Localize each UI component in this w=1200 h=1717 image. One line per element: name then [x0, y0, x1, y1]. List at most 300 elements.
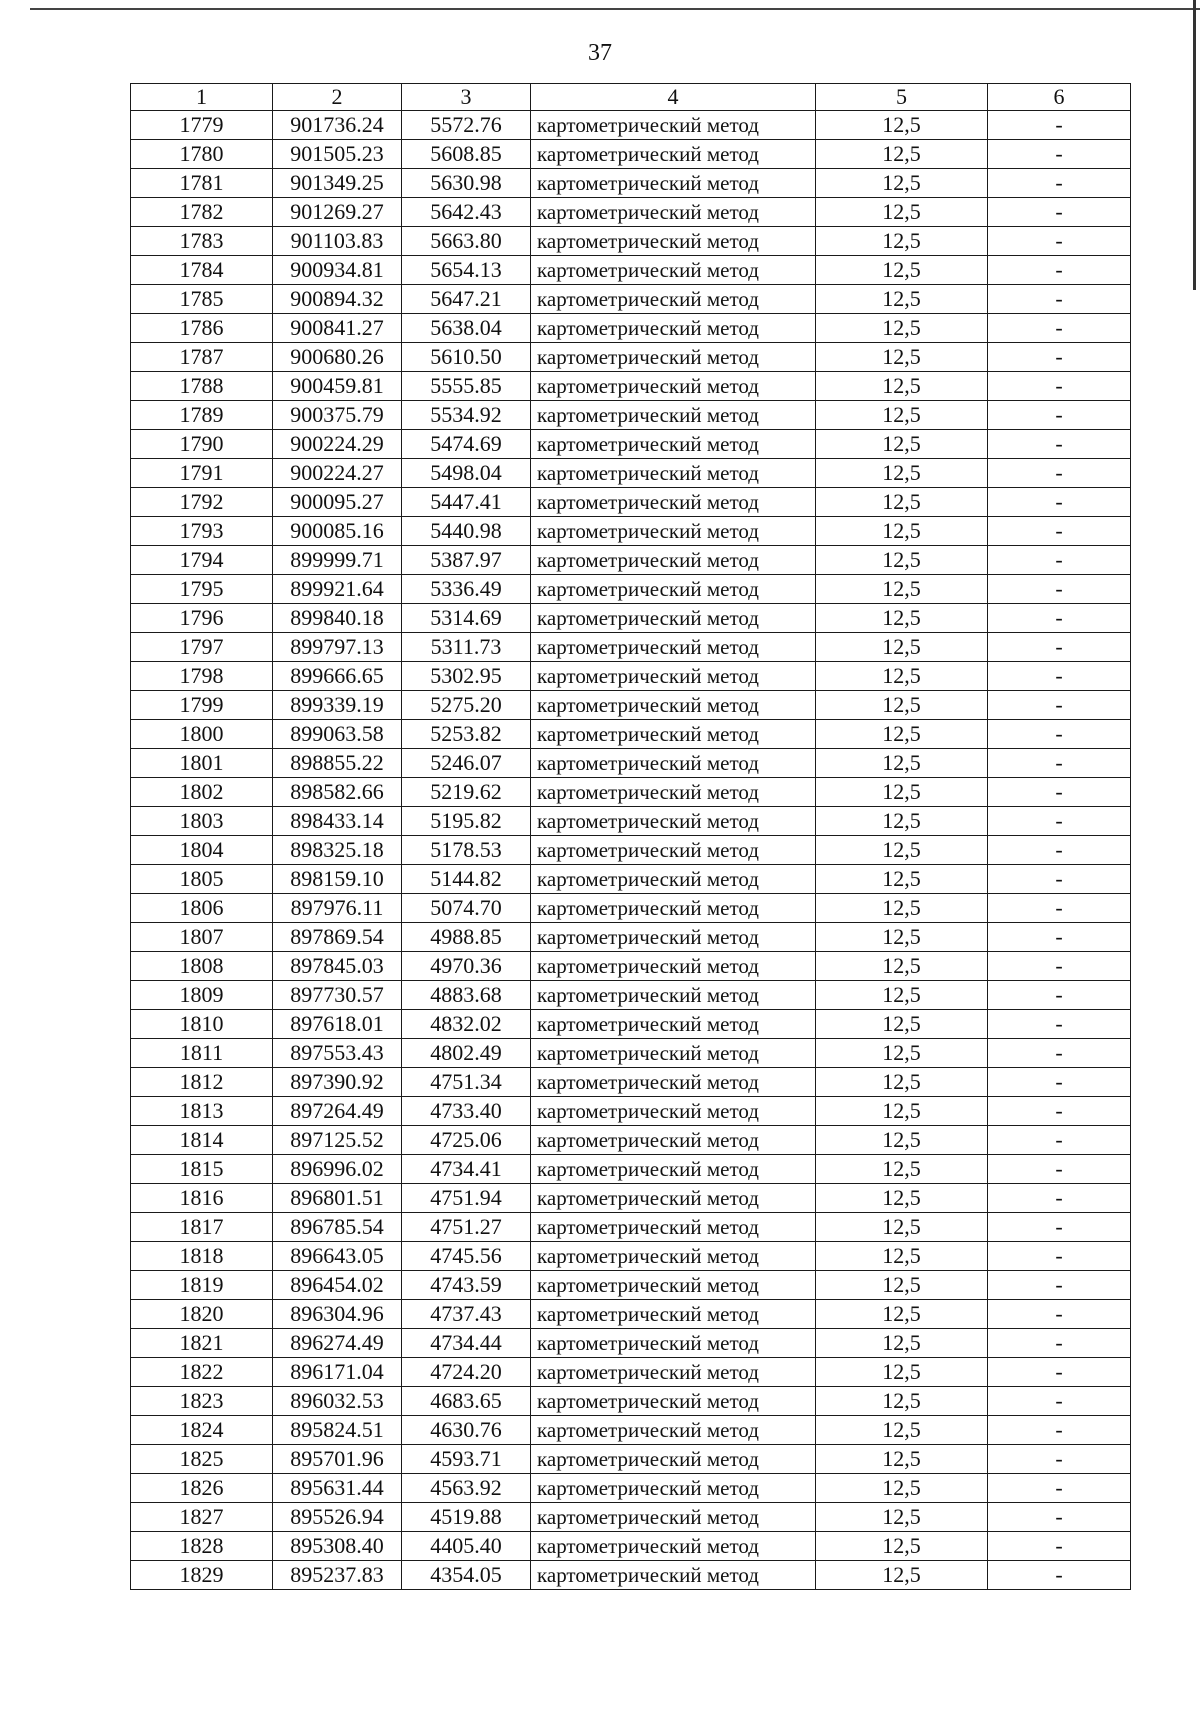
method-cell: картометрический метод: [531, 1474, 816, 1503]
note-cell: -: [988, 1010, 1131, 1039]
y-coordinate-cell: 4883.68: [402, 981, 531, 1010]
x-coordinate-cell: 897125.52: [273, 1126, 402, 1155]
x-coordinate-cell: 896304.96: [273, 1300, 402, 1329]
note-cell: -: [988, 111, 1131, 140]
table-row: [131, 633, 1131, 662]
x-coordinate-cell: 900375.79: [273, 401, 402, 430]
method-cell: картометрический метод: [531, 952, 816, 981]
x-coordinate-cell: 896996.02: [273, 1155, 402, 1184]
x-coordinate-cell: 896274.49: [273, 1329, 402, 1358]
accuracy-cell: 12,5: [816, 1561, 988, 1590]
table-header-row: [131, 84, 1131, 111]
y-coordinate-cell: 5534.92: [402, 401, 531, 430]
y-coordinate-cell: 5302.95: [402, 662, 531, 691]
method-cell: картометрический метод: [531, 1271, 816, 1300]
accuracy-cell: 12,5: [816, 633, 988, 662]
y-coordinate-cell: 4751.34: [402, 1068, 531, 1097]
y-coordinate-cell: 5647.21: [402, 285, 531, 314]
table-row: [131, 662, 1131, 691]
table-row: [131, 372, 1131, 401]
note-cell: -: [988, 1416, 1131, 1445]
y-coordinate-cell: 4519.88: [402, 1503, 531, 1532]
accuracy-cell: 12,5: [816, 894, 988, 923]
x-coordinate-cell: 895824.51: [273, 1416, 402, 1445]
point-number-cell: 1784: [131, 256, 273, 285]
method-cell: картометрический метод: [531, 691, 816, 720]
table-row: [131, 778, 1131, 807]
table-row: [131, 343, 1131, 372]
accuracy-cell: 12,5: [816, 401, 988, 430]
accuracy-cell: 12,5: [816, 981, 988, 1010]
note-cell: -: [988, 1503, 1131, 1532]
accuracy-cell: 12,5: [816, 517, 988, 546]
point-number-cell: 1814: [131, 1126, 273, 1155]
method-cell: картометрический метод: [531, 749, 816, 778]
point-number-cell: 1795: [131, 575, 273, 604]
x-coordinate-cell: 896643.05: [273, 1242, 402, 1271]
y-coordinate-cell: 4354.05: [402, 1561, 531, 1590]
x-coordinate-cell: 898433.14: [273, 807, 402, 836]
point-number-cell: 1790: [131, 430, 273, 459]
note-cell: -: [988, 749, 1131, 778]
y-coordinate-cell: 4751.27: [402, 1213, 531, 1242]
method-cell: картометрический метод: [531, 1358, 816, 1387]
y-coordinate-cell: 5440.98: [402, 517, 531, 546]
y-coordinate-cell: 5630.98: [402, 169, 531, 198]
accuracy-cell: 12,5: [816, 836, 988, 865]
point-number-cell: 1786: [131, 314, 273, 343]
point-number-cell: 1794: [131, 546, 273, 575]
header-col-6: 6: [988, 84, 1131, 111]
method-cell: картометрический метод: [531, 865, 816, 894]
accuracy-cell: 12,5: [816, 1474, 988, 1503]
y-coordinate-cell: 5474.69: [402, 430, 531, 459]
note-cell: -: [988, 343, 1131, 372]
point-number-cell: 1788: [131, 372, 273, 401]
point-number-cell: 1781: [131, 169, 273, 198]
y-coordinate-cell: 5572.76: [402, 111, 531, 140]
table-row: [131, 1213, 1131, 1242]
method-cell: картометрический метод: [531, 1155, 816, 1184]
x-coordinate-cell: 899797.13: [273, 633, 402, 662]
x-coordinate-cell: 900894.32: [273, 285, 402, 314]
point-number-cell: 1802: [131, 778, 273, 807]
method-cell: картометрический метод: [531, 343, 816, 372]
method-cell: картометрический метод: [531, 401, 816, 430]
table-row: [131, 575, 1131, 604]
x-coordinate-cell: 899666.65: [273, 662, 402, 691]
x-coordinate-cell: 901103.83: [273, 227, 402, 256]
table-row: [131, 1039, 1131, 1068]
method-cell: картометрический метод: [531, 1213, 816, 1242]
y-coordinate-cell: 4630.76: [402, 1416, 531, 1445]
x-coordinate-cell: 899921.64: [273, 575, 402, 604]
note-cell: -: [988, 285, 1131, 314]
method-cell: картометрический метод: [531, 372, 816, 401]
x-coordinate-cell: 899999.71: [273, 546, 402, 575]
y-coordinate-cell: 4737.43: [402, 1300, 531, 1329]
accuracy-cell: 12,5: [816, 1416, 988, 1445]
note-cell: -: [988, 1358, 1131, 1387]
point-number-cell: 1812: [131, 1068, 273, 1097]
x-coordinate-cell: 900085.16: [273, 517, 402, 546]
accuracy-cell: 12,5: [816, 923, 988, 952]
header-col-1: 1: [131, 84, 273, 111]
x-coordinate-cell: 897390.92: [273, 1068, 402, 1097]
note-cell: -: [988, 1561, 1131, 1590]
point-number-cell: 1828: [131, 1532, 273, 1561]
table-row: [131, 1010, 1131, 1039]
point-number-cell: 1809: [131, 981, 273, 1010]
accuracy-cell: 12,5: [816, 1010, 988, 1039]
accuracy-cell: 12,5: [816, 1300, 988, 1329]
x-coordinate-cell: 901505.23: [273, 140, 402, 169]
note-cell: -: [988, 198, 1131, 227]
method-cell: картометрический метод: [531, 1010, 816, 1039]
point-number-cell: 1816: [131, 1184, 273, 1213]
x-coordinate-cell: 900459.81: [273, 372, 402, 401]
method-cell: картометрический метод: [531, 778, 816, 807]
scan-edge-top: [30, 8, 1200, 10]
y-coordinate-cell: 4734.41: [402, 1155, 531, 1184]
y-coordinate-cell: 5144.82: [402, 865, 531, 894]
point-number-cell: 1829: [131, 1561, 273, 1590]
table-row: [131, 1126, 1131, 1155]
point-number-cell: 1798: [131, 662, 273, 691]
method-cell: картометрический метод: [531, 894, 816, 923]
y-coordinate-cell: 5608.85: [402, 140, 531, 169]
y-coordinate-cell: 4405.40: [402, 1532, 531, 1561]
table-row: [131, 749, 1131, 778]
table-row: [131, 1387, 1131, 1416]
x-coordinate-cell: 896801.51: [273, 1184, 402, 1213]
note-cell: -: [988, 894, 1131, 923]
accuracy-cell: 12,5: [816, 1155, 988, 1184]
coordinates-table: [130, 83, 1131, 1590]
accuracy-cell: 12,5: [816, 256, 988, 285]
y-coordinate-cell: 4725.06: [402, 1126, 531, 1155]
note-cell: -: [988, 633, 1131, 662]
note-cell: -: [988, 720, 1131, 749]
note-cell: -: [988, 575, 1131, 604]
method-cell: картометрический метод: [531, 1097, 816, 1126]
accuracy-cell: 12,5: [816, 691, 988, 720]
accuracy-cell: 12,5: [816, 430, 988, 459]
y-coordinate-cell: 4970.36: [402, 952, 531, 981]
point-number-cell: 1810: [131, 1010, 273, 1039]
method-cell: картометрический метод: [531, 459, 816, 488]
table-row: [131, 1416, 1131, 1445]
note-cell: -: [988, 401, 1131, 430]
point-number-cell: 1793: [131, 517, 273, 546]
note-cell: -: [988, 981, 1131, 1010]
table-row: [131, 1358, 1131, 1387]
table-row: [131, 111, 1131, 140]
method-cell: картометрический метод: [531, 720, 816, 749]
point-number-cell: 1827: [131, 1503, 273, 1532]
note-cell: -: [988, 256, 1131, 285]
table-row: [131, 865, 1131, 894]
y-coordinate-cell: 5074.70: [402, 894, 531, 923]
note-cell: -: [988, 1329, 1131, 1358]
x-coordinate-cell: 899063.58: [273, 720, 402, 749]
point-number-cell: 1789: [131, 401, 273, 430]
y-coordinate-cell: 4683.65: [402, 1387, 531, 1416]
note-cell: -: [988, 546, 1131, 575]
page-number: 37: [588, 40, 612, 66]
method-cell: картометрический метод: [531, 1300, 816, 1329]
table-row: [131, 1242, 1131, 1271]
y-coordinate-cell: 5336.49: [402, 575, 531, 604]
table-row: [131, 517, 1131, 546]
point-number-cell: 1824: [131, 1416, 273, 1445]
y-coordinate-cell: 4832.02: [402, 1010, 531, 1039]
method-cell: картометрический метод: [531, 1329, 816, 1358]
table-row: [131, 546, 1131, 575]
accuracy-cell: 12,5: [816, 372, 988, 401]
accuracy-cell: 12,5: [816, 865, 988, 894]
point-number-cell: 1819: [131, 1271, 273, 1300]
x-coordinate-cell: 896454.02: [273, 1271, 402, 1300]
y-coordinate-cell: 5253.82: [402, 720, 531, 749]
y-coordinate-cell: 5642.43: [402, 198, 531, 227]
x-coordinate-cell: 897976.11: [273, 894, 402, 923]
table-row: [131, 836, 1131, 865]
x-coordinate-cell: 897618.01: [273, 1010, 402, 1039]
table-row: [131, 807, 1131, 836]
table-row: [131, 604, 1131, 633]
table-row: [131, 1300, 1131, 1329]
y-coordinate-cell: 5311.73: [402, 633, 531, 662]
note-cell: -: [988, 1213, 1131, 1242]
method-cell: картометрический метод: [531, 633, 816, 662]
table-row: [131, 227, 1131, 256]
note-cell: -: [988, 1155, 1131, 1184]
accuracy-cell: 12,5: [816, 1242, 988, 1271]
accuracy-cell: 12,5: [816, 227, 988, 256]
note-cell: -: [988, 459, 1131, 488]
point-number-cell: 1779: [131, 111, 273, 140]
accuracy-cell: 12,5: [816, 111, 988, 140]
accuracy-cell: 12,5: [816, 459, 988, 488]
accuracy-cell: 12,5: [816, 807, 988, 836]
note-cell: -: [988, 1271, 1131, 1300]
accuracy-cell: 12,5: [816, 488, 988, 517]
table-row: [131, 285, 1131, 314]
y-coordinate-cell: 4988.85: [402, 923, 531, 952]
accuracy-cell: 12,5: [816, 720, 988, 749]
point-number-cell: 1818: [131, 1242, 273, 1271]
note-cell: -: [988, 1445, 1131, 1474]
x-coordinate-cell: 895701.96: [273, 1445, 402, 1474]
point-number-cell: 1783: [131, 227, 273, 256]
method-cell: картометрический метод: [531, 604, 816, 633]
accuracy-cell: 12,5: [816, 1097, 988, 1126]
x-coordinate-cell: 897553.43: [273, 1039, 402, 1068]
x-coordinate-cell: 900934.81: [273, 256, 402, 285]
x-coordinate-cell: 898325.18: [273, 836, 402, 865]
note-cell: -: [988, 1097, 1131, 1126]
method-cell: картометрический метод: [531, 430, 816, 459]
y-coordinate-cell: 5663.80: [402, 227, 531, 256]
y-coordinate-cell: 5246.07: [402, 749, 531, 778]
y-coordinate-cell: 4593.71: [402, 1445, 531, 1474]
x-coordinate-cell: 900224.29: [273, 430, 402, 459]
point-number-cell: 1807: [131, 923, 273, 952]
note-cell: -: [988, 488, 1131, 517]
method-cell: картометрический метод: [531, 662, 816, 691]
method-cell: картометрический метод: [531, 1561, 816, 1590]
accuracy-cell: 12,5: [816, 285, 988, 314]
table-row: [131, 488, 1131, 517]
note-cell: -: [988, 169, 1131, 198]
method-cell: картометрический метод: [531, 227, 816, 256]
y-coordinate-cell: 4751.94: [402, 1184, 531, 1213]
method-cell: картометрический метод: [531, 923, 816, 952]
table-row: [131, 1561, 1131, 1590]
point-number-cell: 1808: [131, 952, 273, 981]
y-coordinate-cell: 5178.53: [402, 836, 531, 865]
accuracy-cell: 12,5: [816, 604, 988, 633]
y-coordinate-cell: 5498.04: [402, 459, 531, 488]
x-coordinate-cell: 897869.54: [273, 923, 402, 952]
note-cell: -: [988, 604, 1131, 633]
table-row: [131, 1097, 1131, 1126]
accuracy-cell: 12,5: [816, 952, 988, 981]
accuracy-cell: 12,5: [816, 1329, 988, 1358]
point-number-cell: 1817: [131, 1213, 273, 1242]
table-row: [131, 981, 1131, 1010]
note-cell: -: [988, 1300, 1131, 1329]
method-cell: картометрический метод: [531, 1503, 816, 1532]
y-coordinate-cell: 4802.49: [402, 1039, 531, 1068]
x-coordinate-cell: 895631.44: [273, 1474, 402, 1503]
method-cell: картометрический метод: [531, 1242, 816, 1271]
accuracy-cell: 12,5: [816, 314, 988, 343]
accuracy-cell: 12,5: [816, 1503, 988, 1532]
table-row: [131, 952, 1131, 981]
table-row: [131, 1184, 1131, 1213]
table-row: [131, 1503, 1131, 1532]
note-cell: -: [988, 807, 1131, 836]
point-number-cell: 1792: [131, 488, 273, 517]
header-col-5: 5: [816, 84, 988, 111]
accuracy-cell: 12,5: [816, 1126, 988, 1155]
accuracy-cell: 12,5: [816, 169, 988, 198]
x-coordinate-cell: 898159.10: [273, 865, 402, 894]
header-col-4: 4: [531, 84, 816, 111]
method-cell: картометрический метод: [531, 1068, 816, 1097]
method-cell: картометрический метод: [531, 807, 816, 836]
note-cell: -: [988, 836, 1131, 865]
table-row: [131, 1445, 1131, 1474]
x-coordinate-cell: 899339.19: [273, 691, 402, 720]
method-cell: картометрический метод: [531, 1126, 816, 1155]
point-number-cell: 1821: [131, 1329, 273, 1358]
y-coordinate-cell: 5314.69: [402, 604, 531, 633]
method-cell: картометрический метод: [531, 1416, 816, 1445]
note-cell: -: [988, 1532, 1131, 1561]
accuracy-cell: 12,5: [816, 1039, 988, 1068]
note-cell: -: [988, 1184, 1131, 1213]
y-coordinate-cell: 5654.13: [402, 256, 531, 285]
table-row: [131, 1329, 1131, 1358]
table-row: [131, 720, 1131, 749]
y-coordinate-cell: 5275.20: [402, 691, 531, 720]
table-row: [131, 430, 1131, 459]
table-row: [131, 401, 1131, 430]
method-cell: картометрический метод: [531, 314, 816, 343]
point-number-cell: 1780: [131, 140, 273, 169]
y-coordinate-cell: 5638.04: [402, 314, 531, 343]
accuracy-cell: 12,5: [816, 1068, 988, 1097]
x-coordinate-cell: 895237.83: [273, 1561, 402, 1590]
y-coordinate-cell: 5610.50: [402, 343, 531, 372]
point-number-cell: 1801: [131, 749, 273, 778]
point-number-cell: 1782: [131, 198, 273, 227]
y-coordinate-cell: 5555.85: [402, 372, 531, 401]
note-cell: -: [988, 923, 1131, 952]
note-cell: -: [988, 314, 1131, 343]
point-number-cell: 1813: [131, 1097, 273, 1126]
x-coordinate-cell: 900095.27: [273, 488, 402, 517]
point-number-cell: 1787: [131, 343, 273, 372]
x-coordinate-cell: 901736.24: [273, 111, 402, 140]
y-coordinate-cell: 4724.20: [402, 1358, 531, 1387]
accuracy-cell: 12,5: [816, 1445, 988, 1474]
accuracy-cell: 12,5: [816, 1271, 988, 1300]
x-coordinate-cell: 901349.25: [273, 169, 402, 198]
header-col-3: 3: [402, 84, 531, 111]
note-cell: -: [988, 865, 1131, 894]
method-cell: картометрический метод: [531, 1387, 816, 1416]
x-coordinate-cell: 897264.49: [273, 1097, 402, 1126]
x-coordinate-cell: 898855.22: [273, 749, 402, 778]
x-coordinate-cell: 896785.54: [273, 1213, 402, 1242]
table-row: [131, 1271, 1131, 1300]
method-cell: картометрический метод: [531, 198, 816, 227]
point-number-cell: 1815: [131, 1155, 273, 1184]
y-coordinate-cell: 4734.44: [402, 1329, 531, 1358]
accuracy-cell: 12,5: [816, 1387, 988, 1416]
y-coordinate-cell: 5219.62: [402, 778, 531, 807]
table-body: [131, 111, 1131, 1590]
accuracy-cell: 12,5: [816, 546, 988, 575]
point-number-cell: 1800: [131, 720, 273, 749]
point-number-cell: 1791: [131, 459, 273, 488]
note-cell: -: [988, 1242, 1131, 1271]
header-col-2: 2: [273, 84, 402, 111]
note-cell: -: [988, 952, 1131, 981]
method-cell: картометрический метод: [531, 169, 816, 198]
accuracy-cell: 12,5: [816, 343, 988, 372]
y-coordinate-cell: 4733.40: [402, 1097, 531, 1126]
note-cell: -: [988, 517, 1131, 546]
y-coordinate-cell: 5387.97: [402, 546, 531, 575]
point-number-cell: 1799: [131, 691, 273, 720]
table-row: [131, 1532, 1131, 1561]
point-number-cell: 1826: [131, 1474, 273, 1503]
point-number-cell: 1805: [131, 865, 273, 894]
table-row: [131, 140, 1131, 169]
note-cell: -: [988, 778, 1131, 807]
method-cell: картометрический метод: [531, 836, 816, 865]
note-cell: -: [988, 1039, 1131, 1068]
table-row: [131, 314, 1131, 343]
table-row: [131, 169, 1131, 198]
point-number-cell: 1820: [131, 1300, 273, 1329]
table-row: [131, 256, 1131, 285]
